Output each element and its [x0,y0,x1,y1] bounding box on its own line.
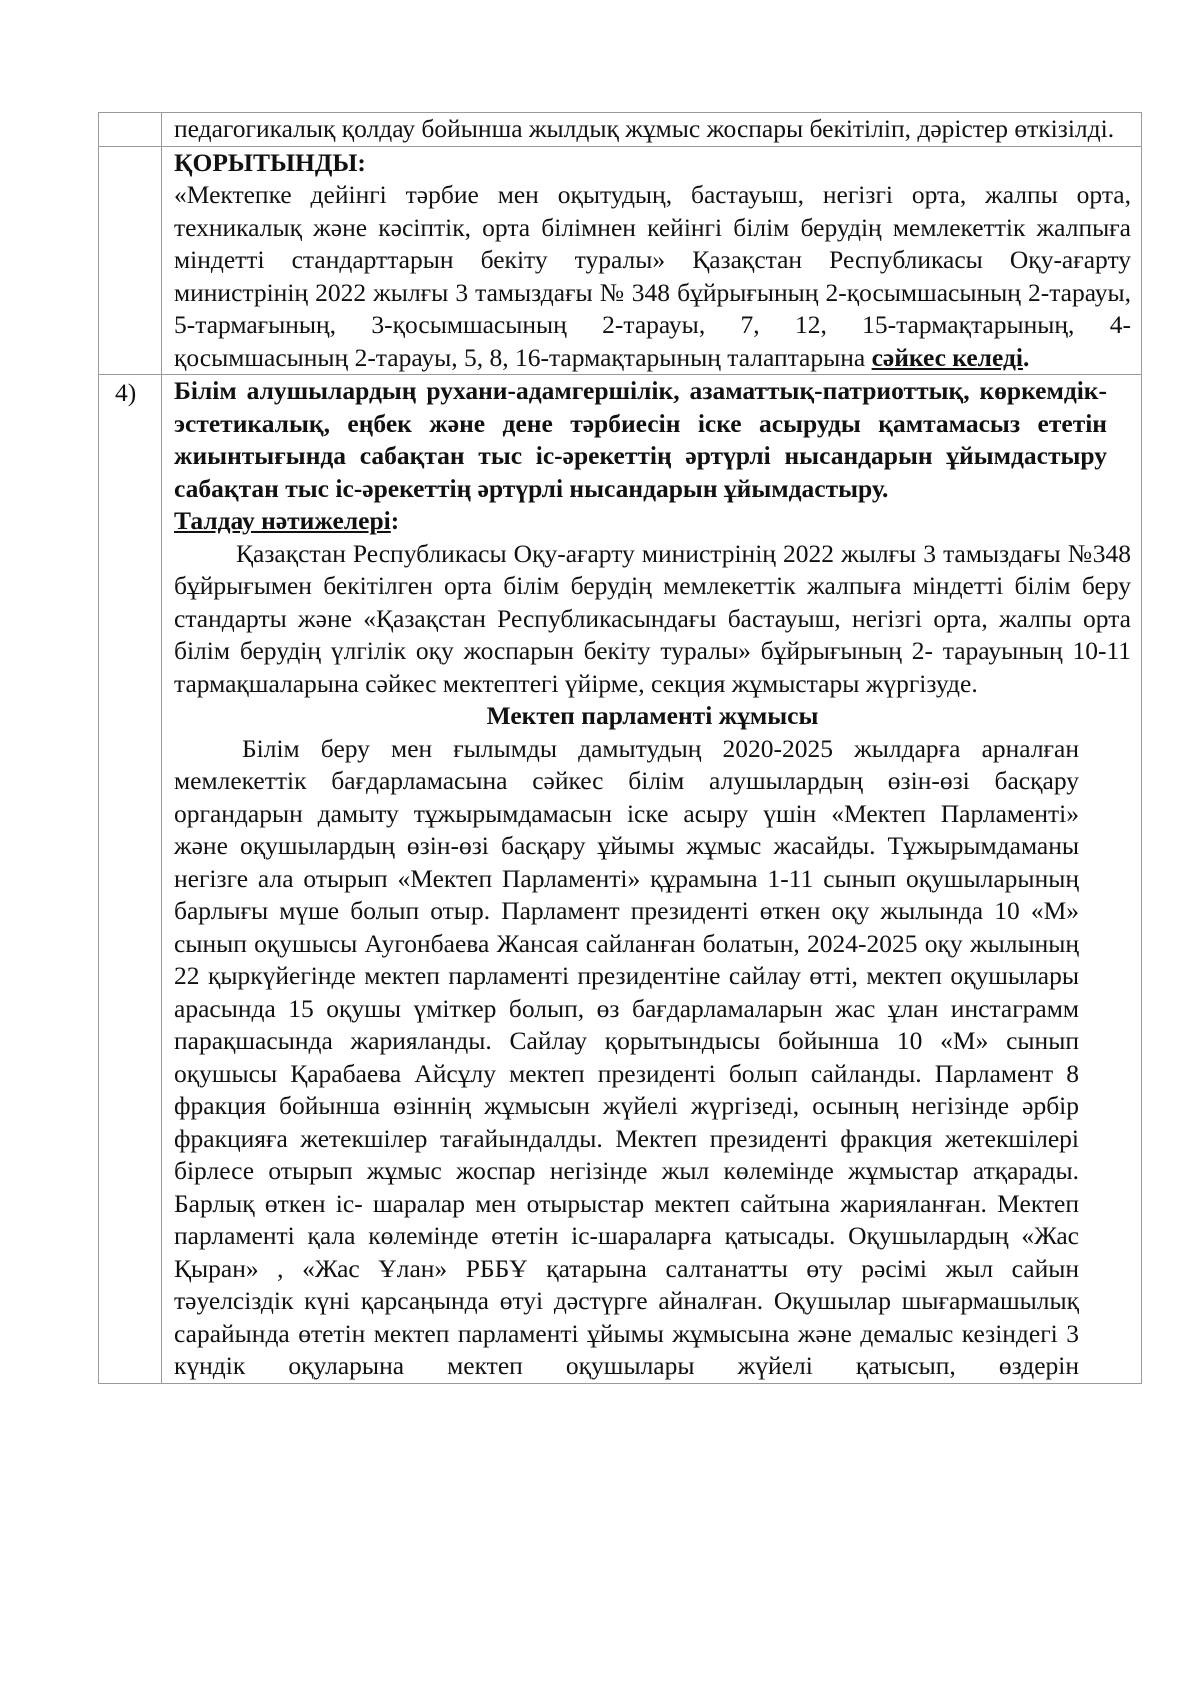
row-number-cell: 4) [99,375,162,1384]
row-number-cell [99,146,162,375]
content-cell [162,113,1142,147]
analysis-paragraph: Қазақстан Республикасы Оқу-ағарту министрінің 2022 жылғы 3 тамыздағы №348 бұйрығымен бекітілген орта білім берудің мемлекеттік жалпыға міндетті білім беру стандарты және «Қазақстан Республикасындағы бастауыш, негізгі орта, жалпы орта білім берудің үлгілік оқу жоспарын бекіту туралы» бұйрығының 2- тарауының 10-11 тармақшаларына сәйкес мектептегі үйірме, секция жұмыстары жүргізуде. [174,538,1131,698]
analysis-label: Талдау нәтижелері [174,506,391,535]
conclusion-verdict: сәйкес келеді [871,342,1023,372]
parliament-paragraph: Білім беру мен ғылымды дамытудың 2020-2025 жылдарға арналған мемлекеттік бағдарламасына сәйкес білім алушылардың өзін-өзі басқару органдарын дамыту тұжырымдамасын іске асыру үшін «Мектеп Парламенті» және оқушылардың өзін-өзі басқару ұйымы жұмыс жасайды. Тұжырымдаманы негізге ала отырып «Мектеп Парламенті» құрамына 1-11 сынып оқушыларының барлығы мүше болып отыр. Парламент президенті өткен оқу жылында 10 «М» сынып оқушысы Аугонбаева Жансая сайланған болатын, 2024-2025 оқу жылының 22 қыркүйегінде мектеп парламенті президентіне сайлау өтті, мектеп оқушылары арасында 15 оқушы үміткер болып, өз бағдарламаларын жас ұлан инстаграмм парақшасында жарияланды. Сайлау қорытындысы бойынша 10 «М» сынып оқушысы Қарабаева Айсұлу мектеп президенті болып сайланды. Парламент 8 фракция бойынша өзіннің жұмысын жүйелі жүргізеді, осының негізінде әрбір фракцияға жетекшілер тағайындалды. Мектеп президенті фракция жетекшілері бірлесе отырып жұмыс жоспар негізінде жыл көлемінде жұмыстар атқарады. Барлық өткен іс- шаралар мен отырыстар мектеп сайтына жарияланған. Мектеп парламенті қала көлемінде өтетін іс-шараларға қатысады. Оқушылардың «Жас Қыран» , «Жас Ұлан» РББҰ қатарына салтанатты өту рәсімі жыл сайын тәуелсіздік күні қарсаңында өтуі дәстүрге айналған. Оқушылар шығармашылық сарайында өтетін мектеп парламенті ұйымы жұмысына және демалыс кезіндегі 3 күндік оқуларына мектеп оқушылары жүйелі қатысып, өздерін [174,733,1079,1380]
section-title: Білім алушылардың рухани-адамгершілік, азаматтық-патриоттық, көркемдік-эстетикалық, еңбек және дене тәрбиесін іске асыруды қамтамасыз ететін жиынтығында сабақтан тыс іс-әрекеттің әртүрлі нысандарын ұйымдастыру сабақтан тыс іс-әрекеттің әртүрлі нысандарын ұйымдастыру. [174,376,1107,503]
content-cell [162,146,1142,375]
conclusion-end: . [1022,342,1030,372]
analysis-label-line [174,505,1131,538]
content-cell [162,375,1142,1384]
table-row [99,146,1142,375]
conclusion-paragraph [174,179,1131,374]
analysis-colon: : [390,506,400,535]
report-table [98,112,1142,1384]
row-number-cell [99,113,162,147]
conclusion-heading: ҚОРЫТЫНДЫ: [174,147,366,177]
subsection-heading: Мектеп парламенті жұмысы [486,701,819,730]
paragraph: педагогикалық қолдау бойынша жылдық жұмыс жоспары бекітіліп, дәрістер өткізілді. [174,114,1115,143]
conclusion-text: «Мектепке дейінгі тәрбие мен оқытудың, бастауыш, негізгі орта, жалпы орта, техникалық және кәсіптік, орта білімнен кейінгі білім берудің мемлекеттік жалпыға міндетті стандарттарын бекіту туралы» Қазақстан Республикасы Оқу-ағарту министрінің 2022 жылғы 3 тамыздағы № 348 бұйрығының 2-қосымшасының 2-тарауы, 5-тармағының, 3-қосымшасының 2-тарауы, 7, 12, 15-тармақтарының, 4-қосымшасының 2-тарауы, 5, 8, 16-тармақтарының талаптарына [174,180,1131,372]
table-row [99,113,1142,147]
table-row [99,375,1142,1384]
